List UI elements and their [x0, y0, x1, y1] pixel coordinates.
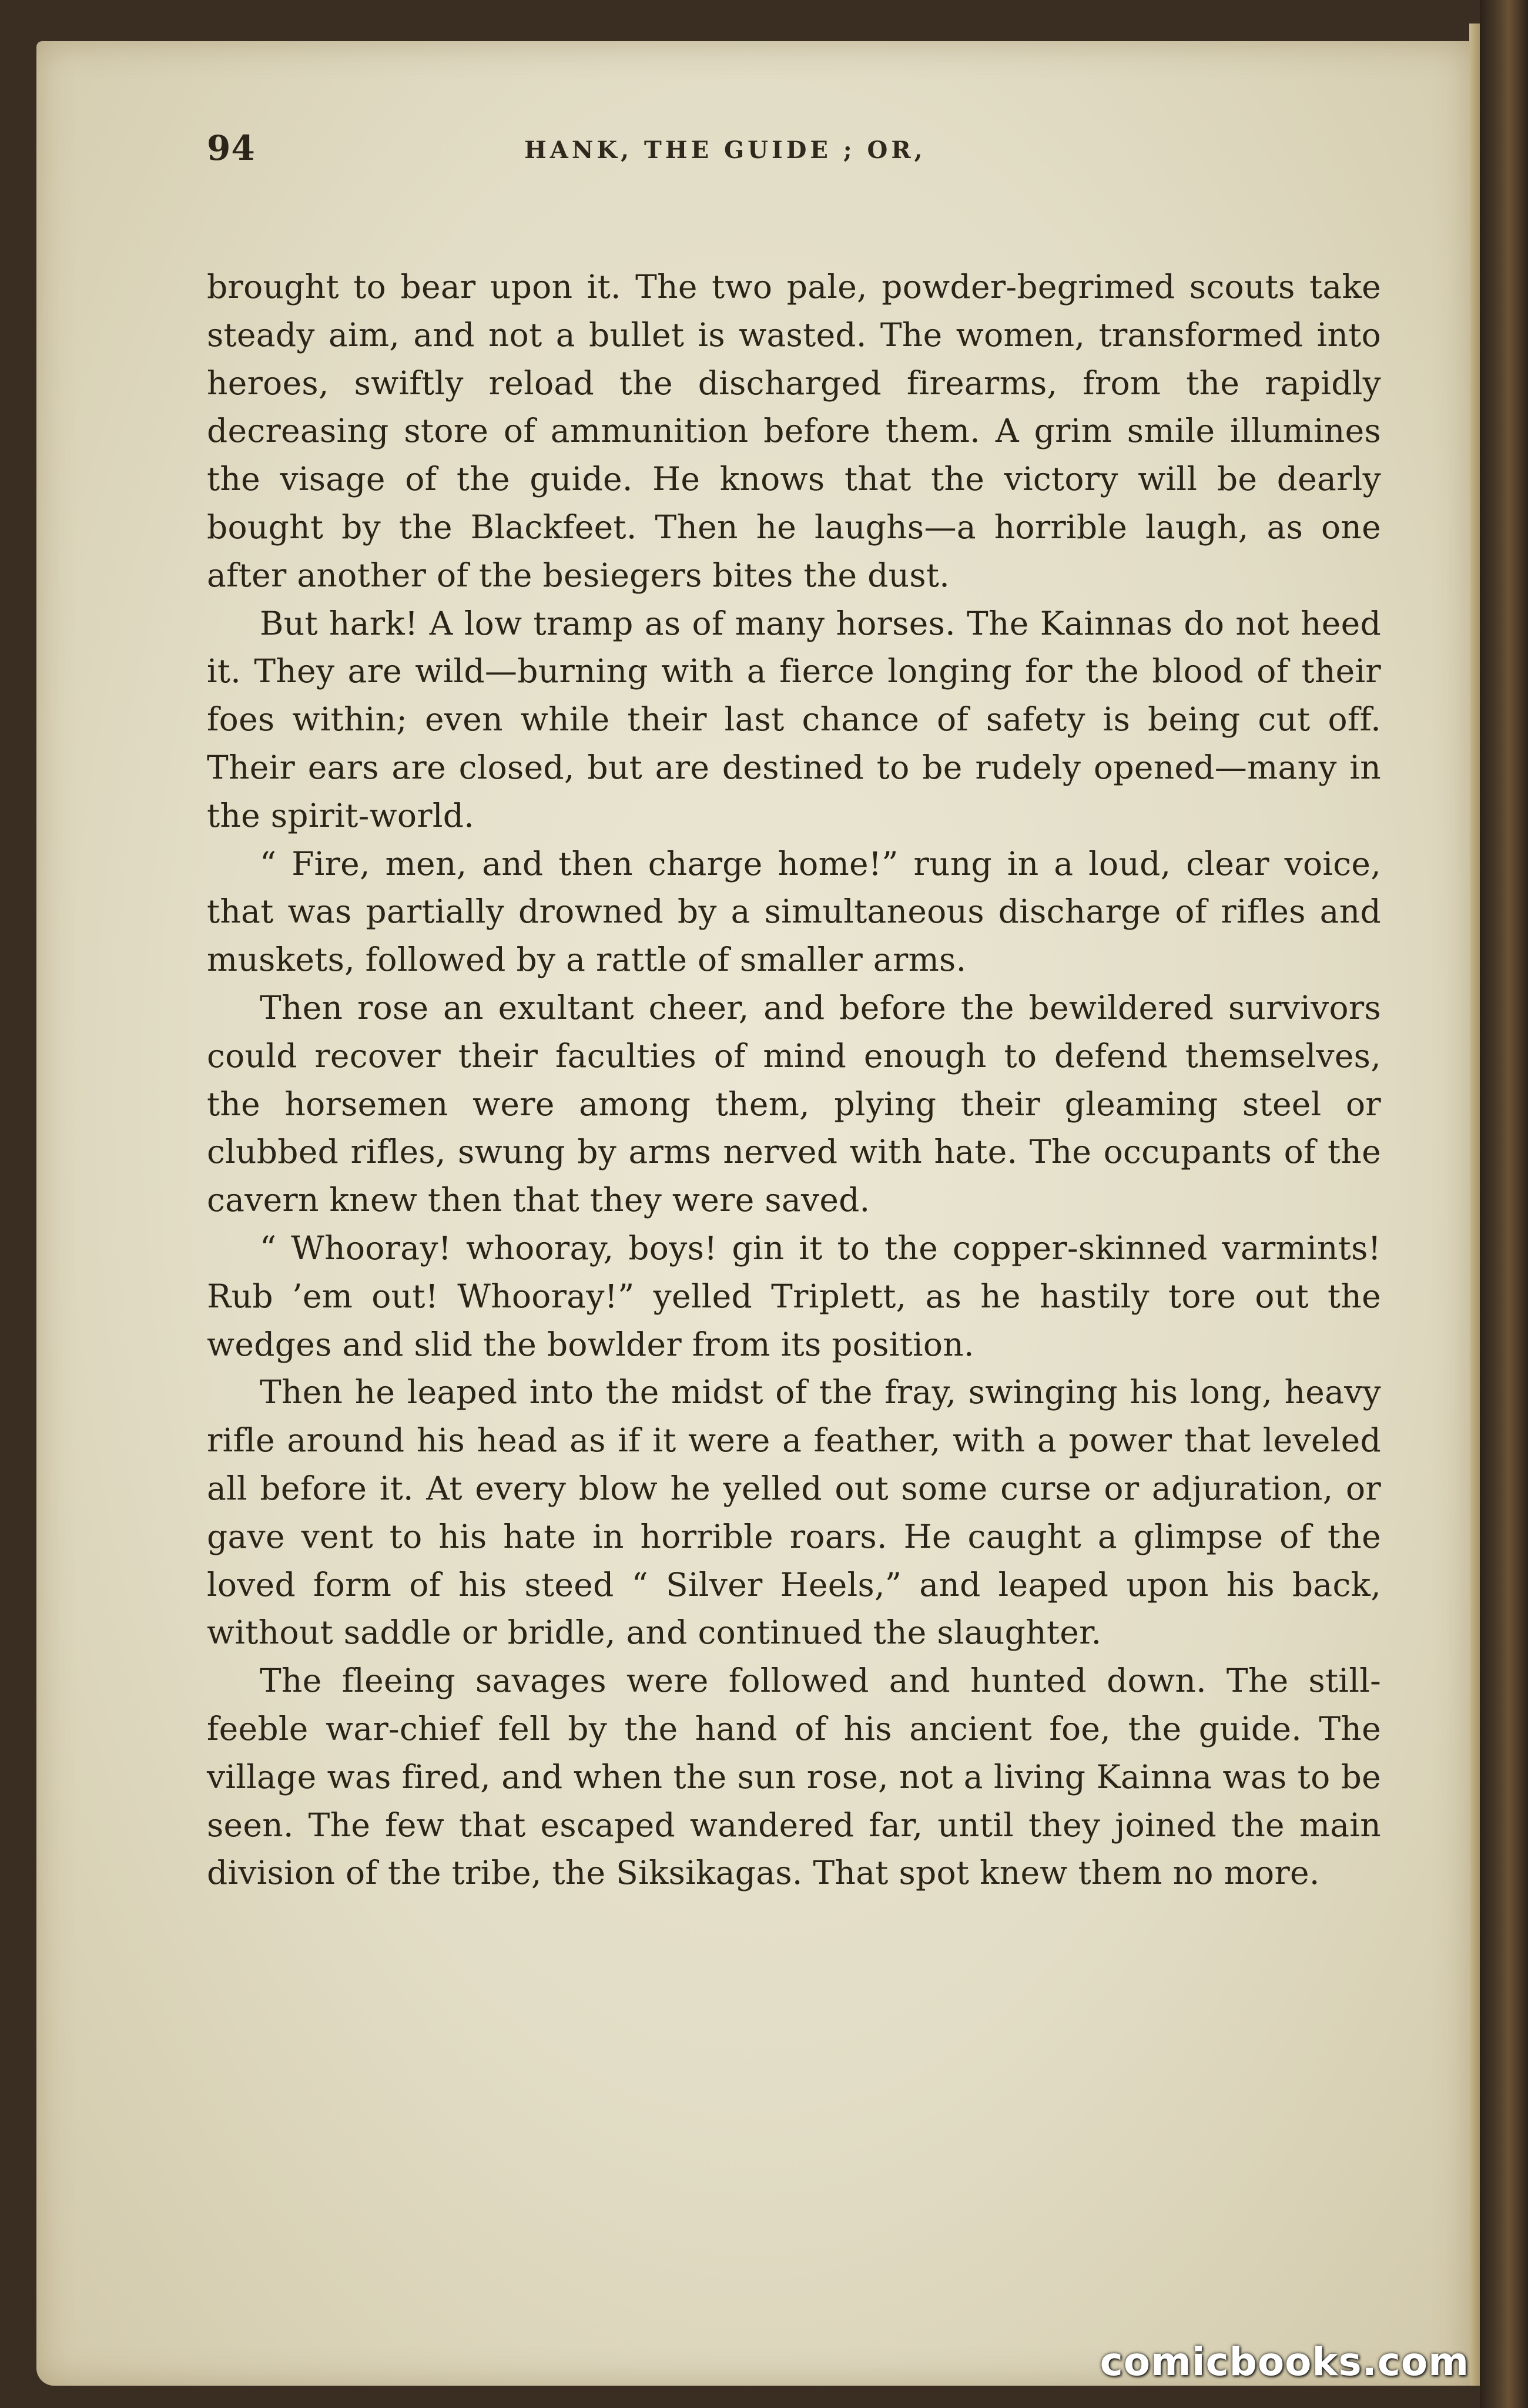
running-head: [207, 128, 1382, 187]
page-edge: [1469, 24, 1480, 2386]
page-number: 94: [207, 128, 256, 168]
paragraph: Then rose an exultant cheer, and before the bewildered survivors could recover their faculties of mind enough to defend themselves, the horsemen were among them, plying their gleaming steel or clubbed rifles, swung by arms nerved with hate. The occupants of the cavern knew then that they were saved.: [207, 988, 1381, 1219]
paragraph: Then he leaped into the midst of the fray, swinging his long, heavy rifle around his head as if it were a feather, with a power that leveled all before it. At every blow he yelled out some curse or adjuration, or gave vent to his hate in horrible roars. He caught a glimpse of the loved form of his steed “ Silver Heels,” and leaped upon his back, without saddle or bridle, and continued the slaughter.: [207, 1373, 1381, 1652]
body-text: [207, 263, 1381, 1897]
running-title: HANK, THE GUIDE ; OR,: [524, 136, 926, 164]
paragraph: “ Fire, men, and then charge home!” rung in a loud, clear voice, that was partially drowned by a simultaneous discharge of rifles and muskets, followed by a rattle of smaller arms.: [207, 844, 1381, 979]
paragraph: “ Whooray! whooray, boys! gin it to the copper-skinned varmints! Rub ’em out! Whooray!” yelled Triplett, as he hastily tore out the wedges and slid the bowlder from its position.: [207, 1229, 1381, 1363]
paragraph: But hark! A low tramp as of many horses. The Kainnas do not heed it. They are wild—burning with a fierce longing for the blood of their foes within; even while their last chance of safety is being cut off. Their ears are closed, but are destined to be rudely opened—many in the spirit-world.: [207, 604, 1381, 834]
book-binding: [1480, 0, 1528, 2408]
paragraph: brought to bear upon it. The two pale, powder-begrimed scouts take steady aim, and not a bullet is wasted. The women, transformed into heroes, swiftly reload the discharged firearms, from the rapidly decreasing store of ammunition before them. A grim smile illumines the visage of the guide. He knows that the victory will be dearly bought by the Blackfeet. Then he laughs—a horrible laugh, as one after another of the besiegers bites the dust.: [207, 268, 1381, 594]
paragraph: The fleeing savages were followed and hunted down. The still-feeble war-chief fell by the hand of his ancient foe, the guide. The village was fired, and when the sun rose, not a living Kainna was to be seen. The few that escaped wandered far, until they joined the main division of the tribe, the Siksikagas. That spot knew them no more.: [207, 1662, 1381, 1892]
site-watermark: comicbooks.com: [1100, 2339, 1469, 2384]
